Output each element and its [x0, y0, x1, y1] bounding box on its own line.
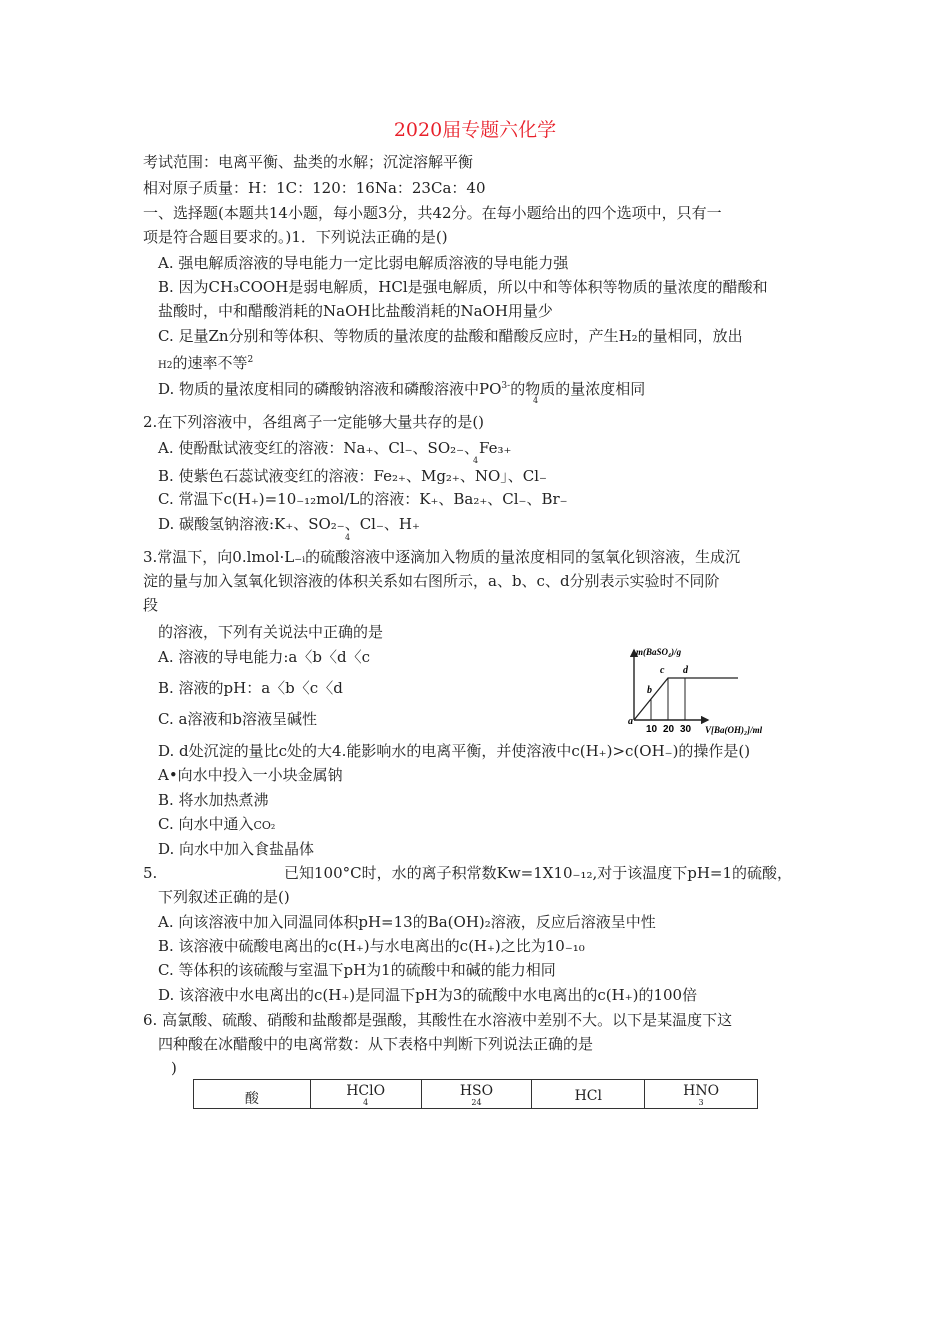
- q4-option-d: D. 向水中加入食盐晶体: [158, 840, 315, 858]
- q4-option-c: [158, 814, 275, 836]
- question-3-stem-1: 3.常温下，向0.lmol·L₋ᵢ的硫酸溶液中逐滴加入物质的量浓度相同的氢氧化钡溶液，生成沉: [143, 548, 741, 566]
- x-tick-label: 20: [663, 724, 675, 735]
- q5-option-b: B. 该溶液中硫酸电离出的c(H₊)与水电离出的c(H₊)之比为10₋₁₀: [158, 937, 585, 955]
- q3-option-c: C. a溶液和b溶液呈碱性: [158, 710, 318, 728]
- q3-option-d-and-q4-stem: D. d处沉淀的量比c处的大4.能影响水的电离平衡，并使溶液中c(H₊)>c(OH₋)的操作是(): [158, 742, 751, 760]
- q1-option-d: [158, 376, 645, 399]
- precipitate-chart: [616, 642, 786, 742]
- q1-option-b-line2: 盐酸时，中和醋酸消耗的NaOH比盐酸消耗的NaOH用量少: [158, 302, 553, 320]
- question-3-stem-3: 段: [143, 596, 159, 614]
- q3-option-b: B. 溶液的pH：a〈b〈c〈d: [158, 679, 343, 697]
- question-2-stem: 2.在下列溶液中，各组离子一定能够大量共存的是(): [143, 413, 485, 431]
- table-cell-hcl: HCl: [532, 1080, 645, 1109]
- question-6-stem-2: 四种酸在冰醋酸中的电离常数：从下表格中判断下列说法正确的是: [158, 1035, 594, 1053]
- q5-option-a: A. 向该溶液中加入同温同体积pH=13的Ba(OH)₂溶液，反应后溶液呈中性: [158, 913, 656, 931]
- q1-option-c-line2: [158, 350, 253, 376]
- q3-option-a: A. 溶液的导电能力:a〈b〈d〈c: [158, 648, 370, 666]
- q1-d-sup: 3-: [501, 381, 511, 391]
- q1-d-text: D. 物质的量浓度相同的磷酸钠溶液和磷酸溶液中PO: [158, 380, 502, 398]
- q2-option-b: B. 使紫色石蕊试液变红的溶液：Fe₂₊、Mg₂₊、NO」、Cl₋: [158, 467, 547, 485]
- q4-option-a: A•向水中投入一小块金属钠: [158, 766, 343, 784]
- table-cell-h2so4: HSO 24: [421, 1080, 532, 1109]
- x-tick-label: 30: [680, 724, 692, 735]
- q4-option-b: B. 将水加热煮沸: [158, 791, 269, 809]
- question-5-number: 5.: [143, 864, 158, 882]
- exam-scope: 考试范围：电离平衡、盐类的水解；沉淀溶解平衡: [143, 153, 474, 171]
- question-1-stem: 项是符合题目要求的。)1．下列说法正确的是(): [143, 228, 448, 246]
- section-heading: 一、选择题(本题共14小题，每小题3分，共42分。在每小题给出的四个选项中，只有一: [143, 204, 722, 222]
- q1-d-tail: 的物质的量浓度相同: [510, 380, 646, 398]
- q1-c-sup: 2: [247, 355, 254, 365]
- question-5-stem-1: 已知100°C时，水的离子积常数Kw=1X10₋₁₂,对于该温度下pH=1的硫酸，: [284, 864, 793, 882]
- page-title: 2020届专题六化学: [393, 119, 557, 141]
- question-6-stem-1: 6. 高氯酸、硫酸、硝酸和盐酸都是强酸，其酸性在水溶液中差别不大。以下是某温度下这: [143, 1011, 733, 1029]
- q1-c-text: 的速率不等: [172, 354, 248, 372]
- atomic-masses: 相对原子质量：H：1C：120：16Na：23Ca：40: [143, 179, 486, 197]
- point-label-c: c: [660, 665, 665, 676]
- q2-option-a: A. 使酚酞试液变红的溶液：Na₊、Cl₋、SO₂₋、Fe₃₊: [158, 439, 512, 457]
- table-row: [194, 1080, 758, 1109]
- point-label-b: b: [647, 685, 652, 696]
- point-label-d: d: [683, 665, 688, 676]
- table-cell-hno3: HNO 3: [645, 1080, 758, 1109]
- q2-option-c: C. 常温下c(H₊)=10₋₁₂mol/L的溶液：K₊、Ba₂₊、Cl₋、Br₋: [158, 490, 568, 508]
- x-axis-label: V[Ba(OH)₂]/ml: [705, 725, 763, 735]
- q2-d-sub: 4: [345, 533, 351, 542]
- q1-d-sub: 4: [533, 396, 539, 405]
- q1-c-h: H: [158, 360, 167, 371]
- q1-option-c-line1: C. 足量Zn分别和等体积、等物质的量浓度的盐酸和醋酸反应时，产生H₂的量相同，放出: [158, 327, 743, 345]
- x-tick-label: 10: [646, 724, 658, 735]
- q1-option-b-line1: B. 因为CH₃COOH是弱电解质，HCl是强电解质，所以中和等体积等物质的量浓度的醋酸和: [158, 278, 768, 296]
- acid-table: [193, 1079, 758, 1109]
- y-axis-label: m(BaSO₄)/g: [636, 647, 682, 657]
- q4-c-text: C. 向水中通入: [158, 815, 254, 833]
- point-label-a: a: [628, 716, 633, 727]
- q5-option-d: D. 该溶液中水电离出的c(H₊)是同温下pH为3的硫酸中水电离出的c(H₊)的100倍: [158, 986, 698, 1004]
- q5-option-c: C. 等体积的该硫酸与室温下pH为1的硫酸中和碱的能力相同: [158, 961, 556, 979]
- question-3-stem-2: 淀的量与加入氢氧化钡溶液的体积关系如右图所示，a、b、c、d分别表示实验时不同阶: [143, 572, 720, 590]
- q4-c-co2: CO₂: [253, 819, 276, 832]
- q1-c-h-sub: 2: [166, 361, 173, 371]
- table-cell-hclo4: HClO 4: [310, 1080, 421, 1109]
- question-5-stem-2: 下列叙述正确的是(): [158, 888, 290, 906]
- table-cell-acid: 酸: [194, 1080, 311, 1109]
- q1-option-a: A. 强电解质溶液的导电能力一定比弱电解质溶液的导电能力强: [158, 254, 569, 272]
- q2-a-sub: 4: [473, 456, 479, 465]
- q2-option-d: D. 碳酸氢钠溶液:K₊、SO₂₋、Cl₋、H₊: [158, 515, 420, 533]
- question-3-stem-4: 的溶液，下列有关说法中正确的是: [158, 623, 384, 641]
- question-6-stem-3: ): [171, 1059, 177, 1077]
